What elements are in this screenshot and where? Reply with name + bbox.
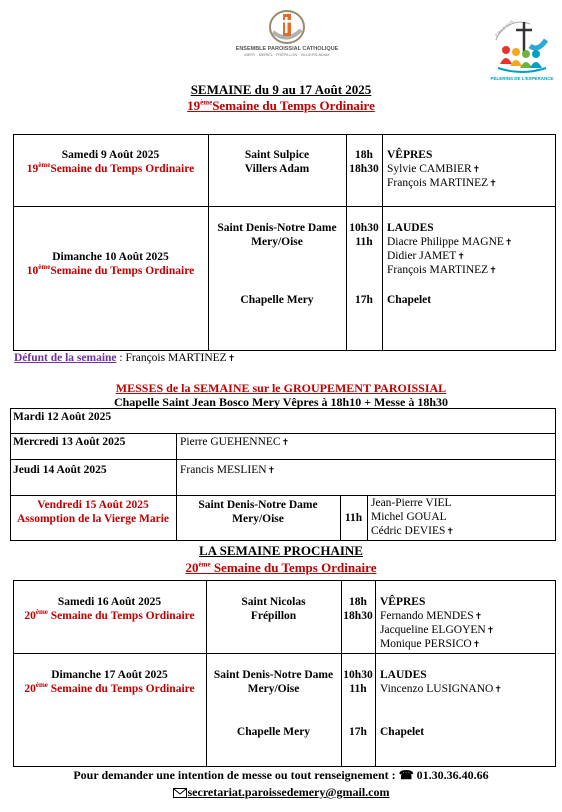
friday-15-date: Vendredi 15 Août 2025 Assomption de la Vierge Marie [16, 499, 170, 525]
person-name: Michel GOUAL [371, 511, 447, 523]
jubilee-logo-top-text: JUBILÉ 2025 [493, 19, 515, 38]
sun-17-office: LAUDES Vincenzo LUSIGNANO ✝ [380, 668, 502, 696]
mass-row-date: Mercredi 13 Août 2025 [13, 436, 126, 448]
next-week-title: LA SEMAINE PROCHAINE [199, 543, 363, 558]
person-name: Fernando MENDES ✝ [380, 609, 494, 623]
messes-title: MESSES de la SEMAINE sur le GROUPEMENT PAROISSIAL [115, 381, 447, 395]
sun-10-chapelet: Chapelet [387, 294, 432, 306]
phone-icon: ☎ [398, 768, 414, 782]
sun-17-times: 10h30 11h [343, 669, 373, 695]
person-name: Jean-Pierre VIEL [371, 497, 452, 509]
sun-10-place: Saint Denis-Notre Dame Mery/Oise [217, 222, 337, 248]
jubilee-logo [490, 18, 554, 86]
person-name: François MARTINEZ ✝ [387, 263, 512, 277]
parish-logo [230, 8, 344, 64]
friday-15-people [371, 496, 454, 538]
sun-10-chapel: Chapelle Mery [240, 294, 314, 306]
sat-16-date: Samedi 16 Août 2025 20ème Semaine du Temps Ordinaire [24, 596, 195, 622]
person-name: Diacre Philippe MAGNE ✝ [387, 235, 512, 249]
sat-9-times: 18h 18h30 [349, 149, 379, 175]
envelope-icon [173, 788, 187, 798]
parish-logo-title: ENSEMBLE PAROISSIAL CATHOLIQUE [235, 46, 339, 52]
jubilee-logo-caption: PÈLERINS DE L'ESPÉRANCE [490, 76, 554, 81]
mass-row-name: Francis MESLIEN ✝ [180, 464, 275, 476]
jubilee-logo-icon [490, 18, 554, 76]
sun-10-office: LAUDES Diacre Philippe MAGNE ✝ Didier JAMET ✝ François MARTINEZ ✝ [387, 221, 512, 277]
email-link[interactable]: secretariat.paroissedemery@gmail.com [187, 785, 390, 799]
week-subtitle: 19èmeSemaine du Temps Ordinaire [187, 98, 375, 113]
sun-17-place: Saint Denis-Notre Dame Mery/Oise [213, 669, 334, 695]
sat-9-date: Samedi 9 Août 2025 19èmeSemaine du Temps Ordinaire [26, 149, 195, 175]
messes-subtitle: Chapelle Saint Jean Bosco Mery Vêpres à 18h10 + Messe à 18h30 [113, 395, 449, 409]
week-title: SEMAINE du 9 au 17 Août 2025 [190, 82, 372, 97]
mass-row-date: Mardi 12 Août 2025 [13, 411, 112, 423]
sun-10-chapel-time: 17h [355, 294, 373, 306]
mass-row-date: Jeudi 14 Août 2025 [13, 464, 107, 476]
footer-contact: Pour demander une intention de messe ou tout renseignement : ☎ 01.30.36.40.66 [73, 768, 489, 782]
defunt-line: Défunt de la semaine : François MARTINEZ ✝ [14, 352, 235, 364]
sun-10-times: 10h30 11h [349, 222, 379, 248]
mass-row-name: Pierre GUEHENNEC ✝ [180, 436, 289, 448]
sat-9-office: VÊPRES Sylvie CAMBIER ✝ François MARTINEZ ✝ [387, 148, 497, 190]
footer-email [0, 785, 562, 800]
phone-number[interactable]: 01.30.36.40.66 [416, 768, 489, 782]
parish-cross-logo-icon [265, 8, 309, 46]
sat-16-office: VÊPRES Fernando MENDES ✝ Jacqueline ELGOYEN ✝ Monique PERSICO ✝ [380, 595, 494, 651]
person-name: Didier JAMET ✝ [387, 249, 512, 263]
person-name: Vincenzo LUSIGNANO ✝ [380, 682, 502, 696]
friday-15-time: 11h [344, 512, 363, 524]
next-week-subtitle: 20ème Semaine du Temps Ordinaire [185, 560, 377, 575]
sun-17-chapel: Chapelle Mery [236, 726, 311, 738]
sun-17-date: Dimanche 17 Août 2025 20ème Semaine du Temps Ordinaire [24, 669, 195, 695]
person-name: Jacqueline ELGOYEN ✝ [380, 623, 494, 637]
person-name: François MARTINEZ ✝ [387, 176, 497, 190]
friday-15-place: Saint Denis-Notre Dame Mery/Oise [198, 499, 318, 525]
person-name: Monique PERSICO ✝ [380, 637, 494, 651]
sun-10-date: Dimanche 10 Août 2025 10èmeSemaine du Temps Ordinaire [26, 251, 195, 277]
sat-16-place: Saint Nicolas Frépillon [241, 596, 306, 622]
sun-17-chapel-time: 17h [349, 726, 367, 738]
person-name: Sylvie CAMBIER ✝ [387, 162, 497, 176]
sat-9-place: Saint Sulpice Villers Adam [244, 149, 310, 175]
person-name: Cédric DEVIES ✝ [371, 524, 454, 538]
sat-16-times: 18h 18h30 [343, 596, 373, 622]
sun-17-chapelet: Chapelet [380, 726, 425, 738]
parish-logo-subtitle: MERY · MERIEL · FRÉPILLON · VILLIERS-ADAM [244, 53, 330, 57]
